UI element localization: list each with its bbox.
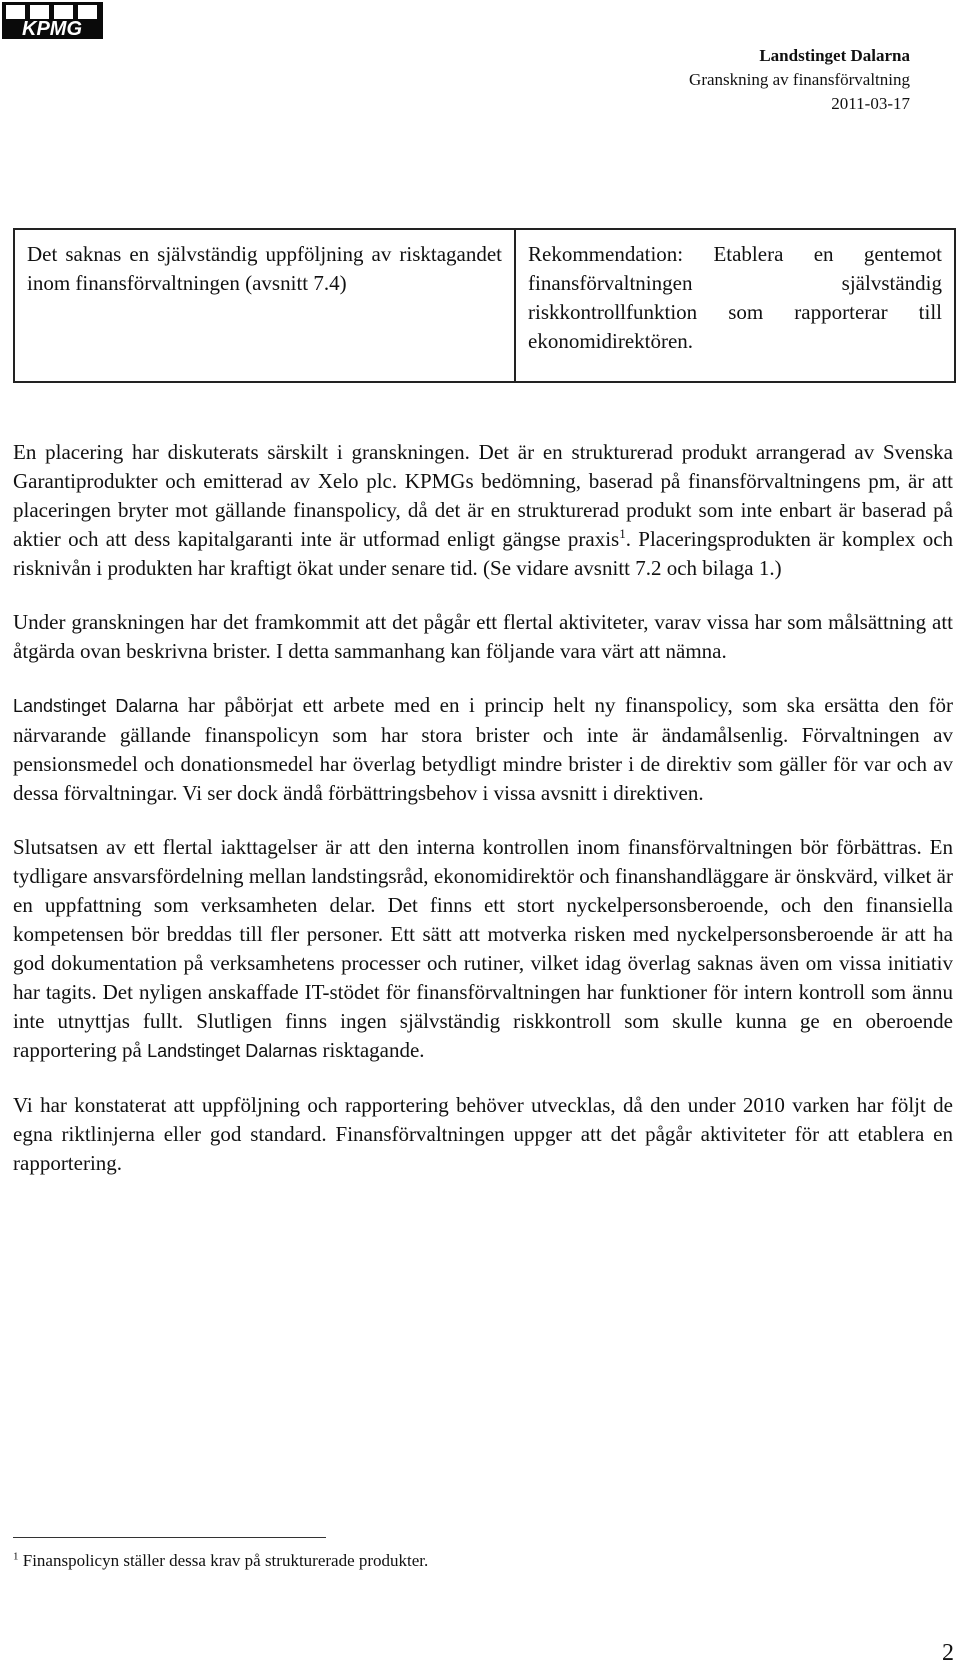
table-row (14, 229, 955, 382)
footnote-text: Finanspolicyn ställer dessa krav på strukturerade produkter. (18, 1551, 429, 1570)
footnote (13, 1550, 428, 1572)
header-subtitle: Granskning av finansförvaltning (689, 70, 910, 89)
organization-name: Landstinget Dalarnas (147, 1041, 318, 1061)
document-header (689, 44, 910, 116)
kpmg-logo-text: KPMG (22, 18, 82, 39)
footnote-number: 1 (13, 1550, 19, 1563)
paragraph-text: har påbörjat ett arbete med en i princip helt ny finanspolicy, som ska ersätta den för närvarande gällande finanspolicyn som har stora brister och inte är ändamålsenlig. Förvaltningen av pensionsmedel och donationsmedel har överlag betydligt mindre brister i de direktiv som gäller för var och av dessa förvaltningar. Vi ser dock ändå förbättringsbehov i vissa avsnitt i direktiven. (13, 693, 953, 805)
paragraph-text: risktagande. (317, 1038, 425, 1062)
body-text (13, 438, 953, 1203)
header-date: 2011-03-17 (831, 94, 910, 113)
paragraph-activities: Under granskningen har det framkommit att det pågår ett flertal aktiviteter, varav vissa har som målsättning att åtgärda ovan beskrivna brister. I detta sammanhang kan följande vara värt att nämna. (13, 610, 953, 663)
paragraph-reporting: Vi har konstaterat att uppföljning och rapportering behöver utvecklas, då den under 2010 varken har följt de egna riktlinjerna eller god standard. Finansförvaltningen uppger att det pågår aktiviteter för att etablera en rapportering. (13, 1093, 953, 1175)
header-organization: Landstinget Dalarna (759, 46, 910, 65)
paragraph-conclusion (13, 833, 953, 1066)
kpmg-logo-mark (2, 2, 103, 39)
footnote-ref[interactable]: 1 (619, 526, 626, 541)
paragraph-placement (13, 438, 953, 583)
recommendation-table (13, 228, 956, 383)
finding-cell: Det saknas en självständig uppföljning av risktagandet inom finansförvaltningen (avsnitt 7.4) (14, 229, 515, 382)
paragraph-text: . Placeringsprodukten är komplex och risknivån i produkten har kraftigt ökat under senare tid. (Se vidare avsnitt 7.2 och bilaga 1.) (13, 527, 954, 580)
kpmg-logo (2, 2, 103, 39)
page-number: 2 (942, 1640, 954, 1666)
paragraph-text: Slutsatsen av ett flertal iakttagelser är att den interna kontrollen inom finansförvaltningen bör förbättras. En tydligare ansvarsfördelning mellan landstingsråd, ekonomidirektör och finanshandläggare är önskvärd, vilket är en uppfattning som verksamheten delar. Det finns ett stort nyckelpersonsberoende, och den finansiella kompetensen bör breddas till fler personer. Ett sätt att motverka risken med nyckelpersonsberoende är att ha god dokumentation på verksamhetens processer och rutiner, vilket idag överlag saknas även om vissa initiativ har tagits. Det nyligen anskaffade IT-stödet för finansförvaltningen har funktioner för intern kontroll som ännu inte utnyttjas fullt. Slutligen finns ingen självständig riskkontroll som skulle kunna ge en oberoende rapportering på (13, 835, 953, 1062)
paragraph-text: En placering har diskuterats särskilt i granskningen. Det är en strukturerad produkt arrangerad av Svenska Garantiprodukter och emitterad av Xelo plc. KPMGs bedömning, baserad på finansförvaltningens pm, är att placeringen bryter mot gällande finanspolicy, då det är en strukturerad produkt som inte enbart är baserad på aktier och att dess kapitalgaranti inte är utformad enligt gängse praxis (13, 440, 953, 551)
paragraph-policy (13, 691, 953, 808)
footnote-divider (13, 1537, 326, 1538)
recommendation-cell: Rekommendation: Etablera en gentemot finansförvaltningen självständig riskkontrollfunktion som rapporterar till ekonomidirektören. (515, 229, 955, 382)
organization-name: Landstinget Dalarna (13, 696, 179, 716)
